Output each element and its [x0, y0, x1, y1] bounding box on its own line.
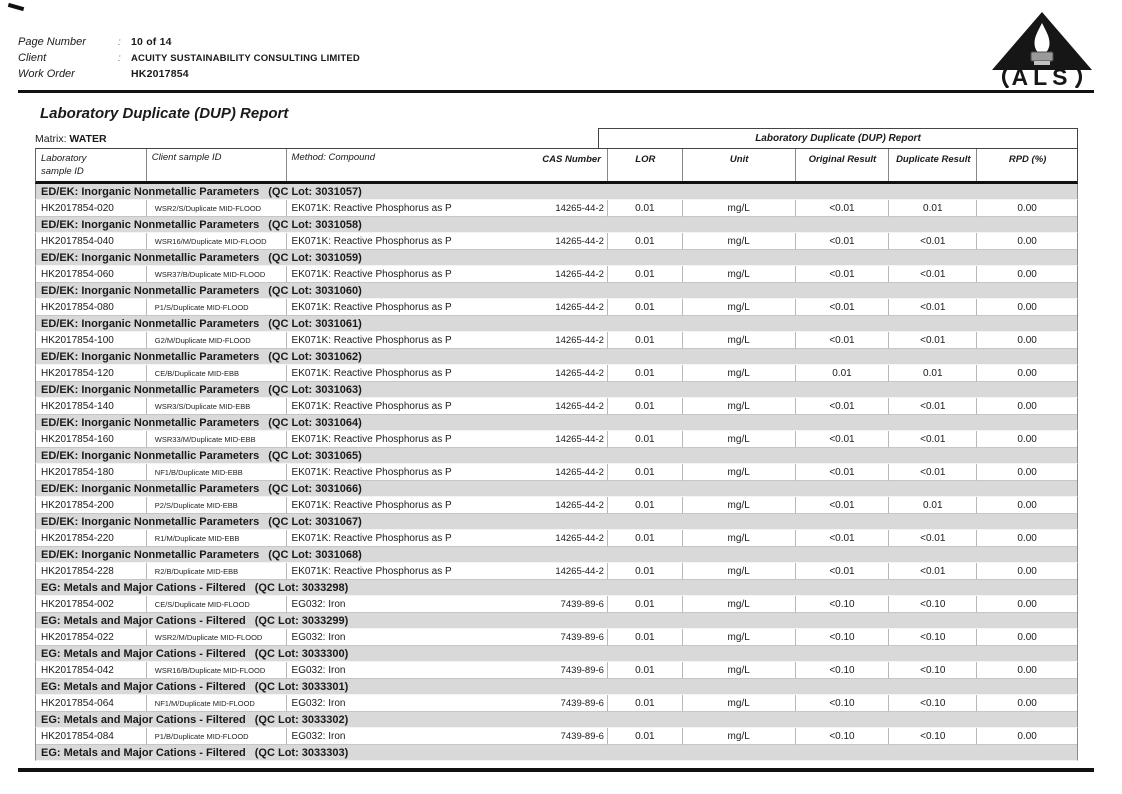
rpd-cell: 0.00 [976, 200, 1077, 217]
section-header-row [35, 547, 1078, 563]
original-result-cell: <0.01 [795, 563, 889, 580]
client-sample-id-cell: R2/B/Duplicate MID-EBB [146, 563, 286, 580]
cas-number-value: 14265-44-2 [555, 532, 604, 544]
section-header-row [35, 184, 1078, 200]
section-title: EG: Metals and Major Cations - Filtered [41, 746, 246, 759]
section-qc-lot: (QC Lot: 3031058) [268, 218, 362, 231]
unit-cell: mg/L [682, 398, 795, 415]
method-cas-cell [286, 596, 607, 613]
unit-cell: mg/L [682, 563, 795, 580]
section-qc-lot: (QC Lot: 3033301) [254, 680, 349, 693]
lab-sample-id-cell: HK2017854-040 [36, 233, 146, 250]
section-header-row [35, 448, 1078, 464]
rpd-cell: 0.00 [976, 497, 1077, 514]
method-cas-cell [286, 233, 607, 250]
method-compound-value: EK071K: Reactive Phosphorus as P [291, 565, 452, 577]
method-cas-cell [286, 695, 607, 712]
client-sample-id-cell: WSR37/B/Duplicate MID-FLOOD [146, 266, 286, 283]
col-header-method: Method: Compound [291, 152, 375, 163]
lor-cell: 0.01 [607, 431, 682, 448]
method-compound-value: EK071K: Reactive Phosphorus as P [291, 301, 452, 313]
rpd-cell: 0.00 [976, 365, 1077, 382]
scan-corner-mark [8, 3, 24, 11]
section-qc-lot: (QC Lot: 3031065) [268, 449, 362, 462]
cas-number-value: 14265-44-2 [555, 433, 604, 445]
section-title: EG: Metals and Major Cations - Filtered [41, 680, 246, 693]
unit-cell: mg/L [682, 431, 795, 448]
method-compound-value: EK071K: Reactive Phosphorus as P [291, 268, 452, 280]
lab-sample-id-cell: HK2017854-002 [36, 596, 146, 613]
section-title: ED/EK: Inorganic Nonmetallic Parameters [41, 548, 260, 561]
unit-cell: mg/L [682, 728, 795, 745]
duplicate-result-cell: <0.10 [888, 728, 976, 745]
lab-sample-id-cell: HK2017854-140 [36, 398, 146, 415]
table-row [35, 728, 1078, 745]
col-header-duplicate-result: Duplicate Result [888, 149, 976, 181]
table-row [35, 365, 1078, 382]
unit-cell: mg/L [682, 497, 795, 514]
method-cas-cell [286, 563, 607, 580]
original-result-cell: <0.10 [795, 596, 889, 613]
original-result-cell: <0.01 [795, 398, 889, 415]
table-row [35, 200, 1078, 217]
als-logo-icon [986, 10, 1098, 88]
separator: : [118, 37, 121, 48]
cas-number-value: 7439-89-6 [560, 697, 604, 709]
rpd-cell: 0.00 [976, 431, 1077, 448]
client-sample-id-cell: WSR2/S/Duplicate MID-FLOOD [146, 200, 286, 217]
table-row [35, 332, 1078, 349]
section-title: ED/EK: Inorganic Nonmetallic Parameters [41, 449, 260, 462]
duplicate-result-cell: <0.01 [888, 233, 976, 250]
cas-number-value: 14265-44-2 [555, 301, 604, 313]
lor-cell: 0.01 [607, 596, 682, 613]
method-compound-value: EG032: Iron [291, 664, 346, 676]
original-result-cell: <0.01 [795, 464, 889, 481]
table-row [35, 596, 1078, 613]
rpd-cell: 0.00 [976, 662, 1077, 679]
lab-sample-id-cell: HK2017854-064 [36, 695, 146, 712]
lor-cell: 0.01 [607, 530, 682, 547]
section-header-row [35, 580, 1078, 596]
work-order-value: HK2017854 [131, 68, 189, 80]
unit-cell: mg/L [682, 464, 795, 481]
rpd-cell: 0.00 [976, 299, 1077, 316]
original-result-cell: <0.10 [795, 629, 889, 646]
col-header-cas-number: CAS Number [542, 154, 601, 165]
section-title: ED/EK: Inorganic Nonmetallic Parameters [41, 383, 260, 396]
lor-cell: 0.01 [607, 233, 682, 250]
lab-sample-id-cell: HK2017854-180 [36, 464, 146, 481]
section-qc-lot: (QC Lot: 3031062) [268, 350, 362, 363]
cas-number-value: 14265-44-2 [555, 202, 604, 214]
method-compound-value: EG032: Iron [291, 598, 346, 610]
lab-sample-id-cell: HK2017854-200 [36, 497, 146, 514]
cas-number-value: 7439-89-6 [560, 598, 604, 610]
rpd-cell: 0.00 [976, 629, 1077, 646]
duplicate-result-cell: <0.10 [888, 662, 976, 679]
section-title: ED/EK: Inorganic Nonmetallic Parameters [41, 515, 260, 528]
rpd-cell: 0.00 [976, 530, 1077, 547]
original-result-cell: <0.01 [795, 299, 889, 316]
section-qc-lot: (QC Lot: 3031064) [268, 416, 362, 429]
lor-cell: 0.01 [607, 728, 682, 745]
client-label: Client [18, 52, 47, 64]
duplicate-result-cell: 0.01 [888, 497, 976, 514]
client-sample-id-cell: NF1/M/Duplicate MID-FLOOD [146, 695, 286, 712]
rpd-cell: 0.00 [976, 266, 1077, 283]
header-divider-rule [18, 90, 1094, 93]
cas-number-value: 14265-44-2 [555, 499, 604, 511]
lab-sample-id-cell: HK2017854-120 [36, 365, 146, 382]
col-header-method-cas [286, 149, 607, 181]
section-qc-lot: (QC Lot: 3031063) [268, 383, 362, 396]
section-header-row [35, 382, 1078, 398]
table-row [35, 266, 1078, 283]
lor-cell: 0.01 [607, 365, 682, 382]
col-header-lab-line2: sample ID [41, 166, 84, 177]
method-compound-value: EK071K: Reactive Phosphorus as P [291, 202, 452, 214]
method-compound-value: EG032: Iron [291, 631, 346, 643]
duplicate-result-cell: <0.01 [888, 464, 976, 481]
svg-text:ALS: ALS [1011, 64, 1073, 88]
col-header-lab-sample-id [36, 149, 146, 181]
lor-cell: 0.01 [607, 464, 682, 481]
table-row [35, 662, 1078, 679]
section-qc-lot: (QC Lot: 3031061) [268, 317, 362, 330]
lab-sample-id-cell: HK2017854-160 [36, 431, 146, 448]
method-cas-cell [286, 332, 607, 349]
lab-sample-id-cell: HK2017854-060 [36, 266, 146, 283]
duplicate-result-cell: <0.01 [888, 431, 976, 448]
lab-sample-id-cell: HK2017854-220 [36, 530, 146, 547]
section-title: EG: Metals and Major Cations - Filtered [41, 647, 246, 660]
section-qc-lot: (QC Lot: 3031068) [268, 548, 362, 561]
lor-cell: 0.01 [607, 299, 682, 316]
method-compound-value: EK071K: Reactive Phosphorus as P [291, 367, 452, 379]
matrix-label: Matrix: [35, 133, 67, 145]
section-header-row [35, 283, 1078, 299]
method-cas-cell [286, 530, 607, 547]
section-qc-lot: (QC Lot: 3031067) [268, 515, 362, 528]
table-row [35, 695, 1078, 712]
cas-number-value: 14265-44-2 [555, 400, 604, 412]
client-sample-id-cell: P1/S/Duplicate MID-FLOOD [146, 299, 286, 316]
table-row [35, 431, 1078, 448]
original-result-cell: <0.01 [795, 530, 889, 547]
cas-number-value: 7439-89-6 [560, 730, 604, 742]
rpd-cell: 0.00 [976, 596, 1077, 613]
span-header: Laboratory Duplicate (DUP) Report [598, 128, 1078, 148]
section-title: ED/EK: Inorganic Nonmetallic Parameters [41, 350, 260, 363]
method-compound-value: EG032: Iron [291, 730, 346, 742]
table-row [35, 299, 1078, 316]
method-compound-value: EG032: Iron [291, 697, 346, 709]
method-compound-value: EK071K: Reactive Phosphorus as P [291, 499, 452, 511]
section-title: EG: Metals and Major Cations - Filtered [41, 713, 246, 726]
client-sample-id-cell: P2/S/Duplicate MID-EBB [146, 497, 286, 514]
col-header-lor: LOR [607, 149, 682, 181]
lab-sample-id-cell: HK2017854-042 [36, 662, 146, 679]
lor-cell: 0.01 [607, 662, 682, 679]
unit-cell: mg/L [682, 530, 795, 547]
lor-cell: 0.01 [607, 497, 682, 514]
method-compound-value: EK071K: Reactive Phosphorus as P [291, 400, 452, 412]
page-number-field [18, 36, 360, 52]
section-qc-lot: (QC Lot: 3031060) [268, 284, 362, 297]
unit-cell: mg/L [682, 695, 795, 712]
section-title: ED/EK: Inorganic Nonmetallic Parameters [41, 416, 260, 429]
original-result-cell: <0.10 [795, 662, 889, 679]
section-title: ED/EK: Inorganic Nonmetallic Parameters [41, 251, 260, 264]
original-result-cell: <0.10 [795, 728, 889, 745]
section-qc-lot: (QC Lot: 3033303) [254, 746, 349, 759]
method-compound-value: EK071K: Reactive Phosphorus as P [291, 235, 452, 247]
table-row [35, 629, 1078, 646]
original-result-cell: <0.01 [795, 497, 889, 514]
table-row [35, 530, 1078, 547]
duplicate-result-cell: <0.01 [888, 563, 976, 580]
client-sample-id-cell: CE/B/Duplicate MID-EBB [146, 365, 286, 382]
section-title: ED/EK: Inorganic Nonmetallic Parameters [41, 185, 260, 198]
rpd-cell: 0.00 [976, 563, 1077, 580]
table-row [35, 497, 1078, 514]
col-header-rpd: RPD (%) [976, 149, 1077, 181]
client-sample-id-cell: WSR33/M/Duplicate MID-EBB [146, 431, 286, 448]
section-qc-lot: (QC Lot: 3033299) [254, 614, 349, 627]
cas-number-value: 14265-44-2 [555, 466, 604, 478]
rpd-cell: 0.00 [976, 233, 1077, 250]
separator: : [118, 53, 121, 64]
duplicate-result-cell: <0.01 [888, 530, 976, 547]
method-cas-cell [286, 497, 607, 514]
client-sample-id-cell: G2/M/Duplicate MID-FLOOD [146, 332, 286, 349]
section-header-row [35, 316, 1078, 332]
method-cas-cell [286, 299, 607, 316]
cas-number-value: 14265-44-2 [555, 268, 604, 280]
section-title: ED/EK: Inorganic Nonmetallic Parameters [41, 284, 260, 297]
table-row [35, 464, 1078, 481]
client-field [18, 52, 360, 68]
col-header-client-sample-id: Client sample ID [146, 149, 286, 181]
cas-number-value: 14265-44-2 [555, 235, 604, 247]
section-header-row [35, 514, 1078, 530]
section-header-row [35, 349, 1078, 365]
col-header-original-result: Original Result [795, 149, 889, 181]
als-logo [986, 10, 1098, 93]
client-sample-id-cell: NF1/B/Duplicate MID-EBB [146, 464, 286, 481]
section-qc-lot: (QC Lot: 3033300) [254, 647, 349, 660]
method-cas-cell [286, 464, 607, 481]
table-row [35, 398, 1078, 415]
original-result-cell: <0.01 [795, 431, 889, 448]
footer-divider-rule [18, 768, 1094, 772]
rpd-cell: 0.00 [976, 728, 1077, 745]
client-sample-id-cell: WSR16/B/Duplicate MID-FLOOD [146, 662, 286, 679]
original-result-cell: <0.01 [795, 332, 889, 349]
section-header-row [35, 250, 1078, 266]
original-result-cell: <0.10 [795, 695, 889, 712]
section-title: ED/EK: Inorganic Nonmetallic Parameters [41, 317, 260, 330]
client-value: ACUITY SUSTAINABILITY CONSULTING LIMITED [131, 53, 360, 64]
lor-cell: 0.01 [607, 332, 682, 349]
section-qc-lot: (QC Lot: 3031057) [268, 185, 362, 198]
section-title: ED/EK: Inorganic Nonmetallic Parameters [41, 482, 260, 495]
page-number-label: Page Number [18, 36, 86, 48]
lor-cell: 0.01 [607, 200, 682, 217]
client-sample-id-cell: P1/B/Duplicate MID-FLOOD [146, 728, 286, 745]
method-compound-value: EK071K: Reactive Phosphorus as P [291, 334, 452, 346]
duplicate-result-cell: <0.01 [888, 332, 976, 349]
section-qc-lot: (QC Lot: 3031059) [268, 251, 362, 264]
section-header-row [35, 745, 1078, 761]
cas-number-value: 14265-44-2 [555, 367, 604, 379]
section-qc-lot: (QC Lot: 3033298) [254, 581, 349, 594]
unit-cell: mg/L [682, 233, 795, 250]
section-header-row [35, 415, 1078, 431]
section-header-row [35, 679, 1078, 695]
method-compound-value: EK071K: Reactive Phosphorus as P [291, 466, 452, 478]
section-qc-lot: (QC Lot: 3031066) [268, 482, 362, 495]
duplicate-result-cell: <0.01 [888, 299, 976, 316]
lor-cell: 0.01 [607, 695, 682, 712]
matrix-value: WATER [69, 133, 107, 145]
lab-sample-id-cell: HK2017854-022 [36, 629, 146, 646]
client-sample-id-cell: WSR3/S/Duplicate MID-EBB [146, 398, 286, 415]
lab-sample-id-cell: HK2017854-084 [36, 728, 146, 745]
dup-table-body [35, 184, 1078, 761]
cas-number-value: 14265-44-2 [555, 565, 604, 577]
work-order-field [18, 68, 360, 84]
section-header-row [35, 481, 1078, 497]
rpd-cell: 0.00 [976, 332, 1077, 349]
lab-sample-id-cell: HK2017854-080 [36, 299, 146, 316]
method-cas-cell [286, 662, 607, 679]
page-header-fields [18, 36, 360, 84]
section-header-row [35, 646, 1078, 662]
client-sample-id-cell: WSR16/M/Duplicate MID-FLOOD [146, 233, 286, 250]
section-title: EG: Metals and Major Cations - Filtered [41, 614, 246, 627]
section-title: ED/EK: Inorganic Nonmetallic Parameters [41, 218, 260, 231]
lor-cell: 0.01 [607, 629, 682, 646]
unit-cell: mg/L [682, 629, 795, 646]
unit-cell: mg/L [682, 596, 795, 613]
section-header-row [35, 217, 1078, 233]
rpd-cell: 0.00 [976, 695, 1077, 712]
duplicate-result-cell: <0.10 [888, 629, 976, 646]
client-sample-id-cell: CE/S/Duplicate MID-FLOOD [146, 596, 286, 613]
col-header-unit: Unit [682, 149, 795, 181]
cas-number-value: 7439-89-6 [560, 664, 604, 676]
method-cas-cell [286, 431, 607, 448]
unit-cell: mg/L [682, 332, 795, 349]
dup-report-table [35, 128, 1078, 761]
page-number-value: 10 of 14 [131, 36, 172, 48]
rpd-cell: 0.00 [976, 464, 1077, 481]
method-cas-cell [286, 398, 607, 415]
lab-sample-id-cell: HK2017854-100 [36, 332, 146, 349]
method-compound-value: EK071K: Reactive Phosphorus as P [291, 532, 452, 544]
section-qc-lot: (QC Lot: 3033302) [254, 713, 349, 726]
cas-number-value: 14265-44-2 [555, 334, 604, 346]
duplicate-result-cell: 0.01 [888, 365, 976, 382]
duplicate-result-cell: <0.01 [888, 398, 976, 415]
lab-sample-id-cell: HK2017854-228 [36, 563, 146, 580]
work-order-label: Work Order [18, 68, 75, 80]
report-title: Laboratory Duplicate (DUP) Report [40, 105, 289, 122]
unit-cell: mg/L [682, 200, 795, 217]
method-cas-cell [286, 266, 607, 283]
duplicate-result-cell: <0.10 [888, 695, 976, 712]
table-row [35, 563, 1078, 580]
unit-cell: mg/L [682, 365, 795, 382]
method-cas-cell [286, 200, 607, 217]
table-column-headers [35, 148, 1078, 184]
table-row [35, 233, 1078, 250]
duplicate-result-cell: <0.10 [888, 596, 976, 613]
cas-number-value: 7439-89-6 [560, 631, 604, 643]
unit-cell: mg/L [682, 662, 795, 679]
unit-cell: mg/L [682, 299, 795, 316]
method-cas-cell [286, 629, 607, 646]
lor-cell: 0.01 [607, 266, 682, 283]
original-result-cell: <0.01 [795, 266, 889, 283]
duplicate-result-cell: 0.01 [888, 200, 976, 217]
method-cas-cell [286, 728, 607, 745]
unit-cell: mg/L [682, 266, 795, 283]
section-header-row [35, 712, 1078, 728]
original-result-cell: <0.01 [795, 200, 889, 217]
duplicate-result-cell: <0.01 [888, 266, 976, 283]
section-title: EG: Metals and Major Cations - Filtered [41, 581, 246, 594]
lab-sample-id-cell: HK2017854-020 [36, 200, 146, 217]
original-result-cell: <0.01 [795, 233, 889, 250]
rpd-cell: 0.00 [976, 398, 1077, 415]
table-span-header-row [35, 128, 1078, 148]
lor-cell: 0.01 [607, 563, 682, 580]
original-result-cell: 0.01 [795, 365, 889, 382]
col-header-lab-line1: Laboratory [41, 153, 87, 164]
method-compound-value: EK071K: Reactive Phosphorus as P [291, 433, 452, 445]
client-sample-id-cell: R1/M/Duplicate MID-EBB [146, 530, 286, 547]
section-header-row [35, 613, 1078, 629]
method-cas-cell [286, 365, 607, 382]
client-sample-id-cell: WSR2/M/Duplicate MID-FLOOD [146, 629, 286, 646]
lor-cell: 0.01 [607, 398, 682, 415]
